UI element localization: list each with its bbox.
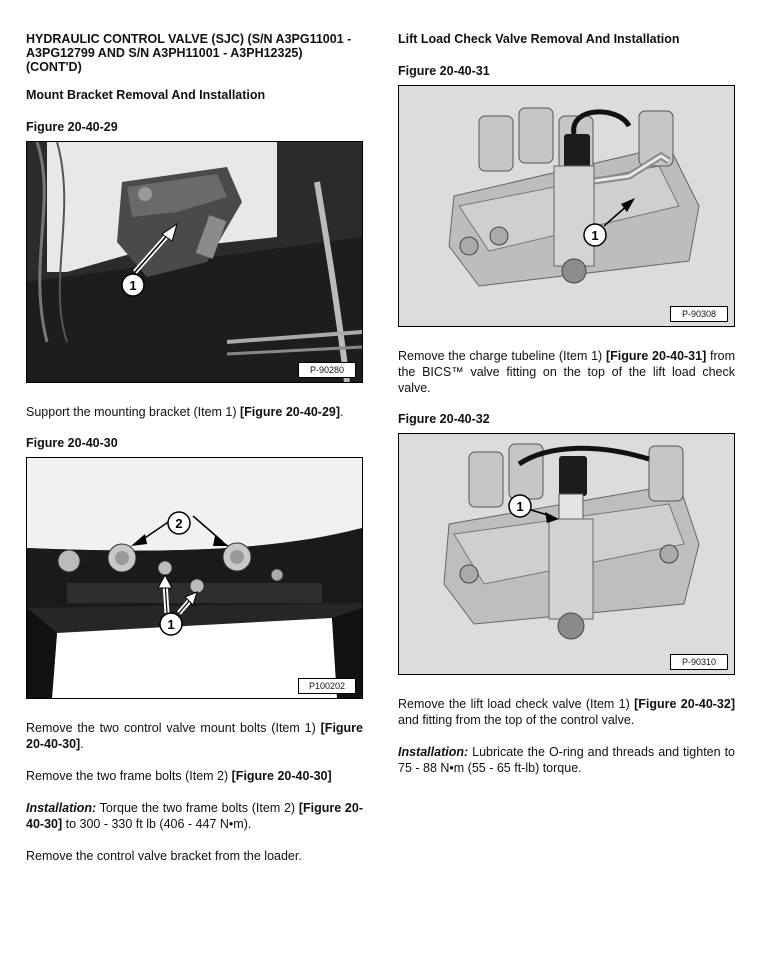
paragraph-support-bracket: Support the mounting bracket (Item 1) [Figure 20-40-29]. bbox=[26, 405, 344, 419]
callout-number-31: 1 bbox=[591, 228, 599, 243]
figure-label-29: Figure 20-40-29 bbox=[26, 120, 118, 134]
figure-photo-29 bbox=[26, 141, 363, 383]
figure-photo-32 bbox=[398, 433, 735, 675]
section-heading-mount-bracket: Mount Bracket Removal And Installation bbox=[26, 88, 266, 102]
figure-label-31: Figure 20-40-31 bbox=[398, 64, 490, 78]
callout-number-30-2: 2 bbox=[175, 516, 183, 531]
paragraph-remove-frame-bolts: Remove the two frame bolts (Item 2) [Figure 20-40-30] bbox=[26, 769, 332, 783]
bracket-photo-illustration bbox=[27, 142, 362, 382]
valve-photo-illustration-31 bbox=[399, 86, 734, 326]
callout-number-29: 1 bbox=[129, 278, 137, 293]
frame-bolts-photo-illustration bbox=[27, 458, 362, 698]
photo-number-30: P100202 bbox=[298, 678, 356, 694]
photo-number-32: P-90310 bbox=[670, 654, 728, 670]
paragraph-remove-charge-tubeline: Remove the charge tubeline (Item 1) [Figure 20-40-31] from the BICS™ valve fitting on the top of the lift load check valve. bbox=[398, 349, 735, 395]
figure-photo-31 bbox=[398, 85, 735, 327]
page-title: HYDRAULIC CONTROL VALVE (SJC) (S/N A3PG11001 - A3PG12799 AND S/N A3PH11001 - A3PH12325) (CONT'D) bbox=[26, 32, 352, 74]
figure-label-32: Figure 20-40-32 bbox=[398, 412, 490, 426]
photo-number-31: P-90308 bbox=[670, 306, 728, 322]
paragraph-remove-bracket: Remove the control valve bracket from the loader. bbox=[26, 849, 302, 863]
paragraph-remove-mount-bolts: Remove the two control valve mount bolts (Item 1) [Figure 20-40-30]. bbox=[26, 721, 363, 751]
valve-photo-illustration-32 bbox=[399, 434, 734, 674]
paragraph-installation-torque: Installation: Torque the two frame bolts (Item 2) [Figure 20-40-30] to 300 - 330 ft lb (406 - 447 N•m). bbox=[26, 801, 363, 831]
paragraph-installation-lubricate: Installation: Lubricate the O-ring and threads and tighten to 75 - 88 N•m (55 - 65 ft-lb) torque. bbox=[398, 745, 735, 775]
figure-label-30: Figure 20-40-30 bbox=[26, 436, 118, 450]
paragraph-remove-check-valve: Remove the lift load check valve (Item 1) [Figure 20-40-32] and fitting from the top of the control valve. bbox=[398, 697, 735, 727]
section-heading-lift-load-check: Lift Load Check Valve Removal And Installation bbox=[398, 32, 680, 46]
photo-number-29: P-90280 bbox=[298, 362, 356, 378]
figure-photo-30 bbox=[26, 457, 363, 699]
callout-number-32: 1 bbox=[516, 499, 524, 514]
callout-number-30-1: 1 bbox=[167, 617, 175, 632]
